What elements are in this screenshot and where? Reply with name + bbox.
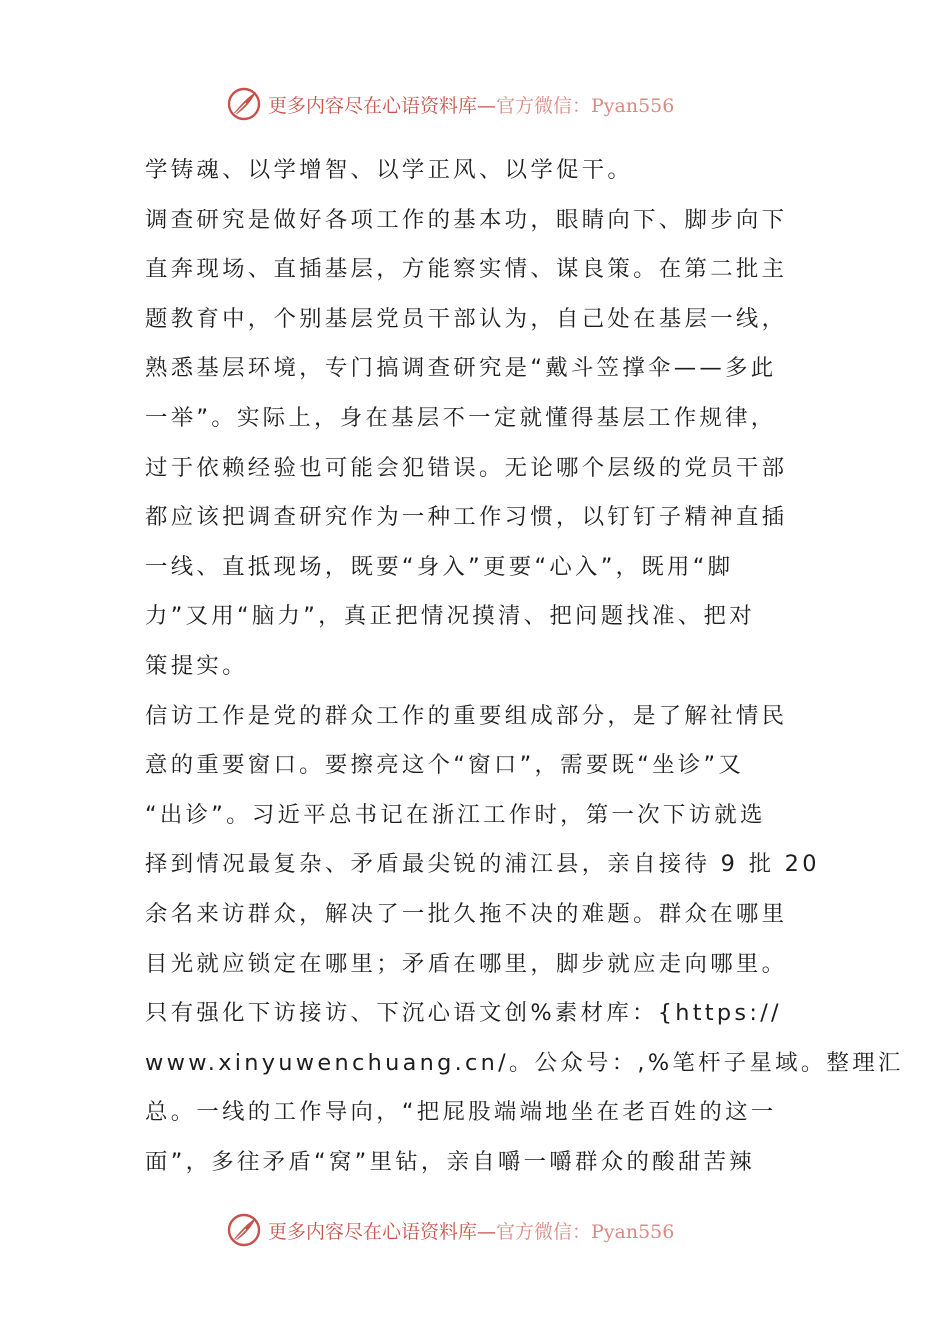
body-line: 一举”。实际上，身在基层不一定就懂得基层工作规律， [145,404,777,431]
footer-banner[interactable] [226,1210,726,1250]
footer-banner-main: 更多内容尽在心语资料库 [268,1220,478,1243]
header-banner[interactable] [226,84,726,124]
article-body [145,146,904,1187]
feather-pen-logo-icon [226,1212,262,1248]
body-line: 熟悉基层环境，专门搞调查研究是“戴斗笠撑伞——多此 [145,355,777,382]
body-line: 总。一线的工作导向，“把屁股端端地坐在老百姓的这一 [145,1099,777,1126]
body-line: 只有强化下访接访、下沉心语文创%素材库：{https:// [145,1000,782,1027]
body-line: 余名来访群众，解决了一批久拖不决的难题。群众在哪里 [145,900,788,927]
feather-pen-logo-icon [226,86,262,122]
body-line: 意的重要窗口。要擦亮这个“窗口”，需要既“坐诊”又 [145,752,745,779]
body-line: 信访工作是党的群众工作的重要组成部分，是了解社情民 [145,702,788,729]
header-banner-dash: — [477,94,497,117]
body-line: 过于依赖经验也可能会犯错误。无论哪个层级的党员干部 [145,454,788,481]
body-line: www.xinyuwenchuang.cn/。公众号：,%笔杆子星域。整理汇 [145,1049,904,1076]
body-line: 直奔现场、直插基层，方能察实情、谋良策。在第二批主 [145,256,788,283]
body-line: 择到情况最复杂、矛盾最尖锐的浦江县，亲自接待 9 批 20 [145,851,820,878]
body-line: 面”，多往矛盾“窝”里钻，亲自嚼一嚼群众的酸甜苦辣 [145,1148,755,1175]
body-line: 一线、直抵现场，既要“身入”更要“心入”，既用“脚 [145,553,734,580]
footer-banner-wechat: 官方微信：Pyan556 [496,1220,675,1243]
header-banner-main: 更多内容尽在心语资料库 [268,94,478,117]
header-banner-text [268,91,674,118]
footer-banner-text [268,1217,674,1244]
footer-banner-dash: — [477,1220,497,1243]
body-line: 调查研究是做好各项工作的基本功，眼睛向下、脚步向下 [145,206,788,233]
body-line: 策提实。 [145,652,248,679]
header-banner-wechat: 官方微信：Pyan556 [496,94,675,117]
body-line: 力”又用“脑力”，真正把情况摸清、把问题找准、把对 [145,603,755,630]
body-line: 都应该把调查研究作为一种工作习惯，以钉钉子精神直插 [145,504,788,531]
body-line: 学铸魂、以学增智、以学正风、以学促干。 [145,157,634,183]
body-line: 题教育中，个别基层党员干部认为，自己处在基层一线， [145,305,788,332]
body-line: “出诊”。习近平总书记在浙江工作时，第一次下访就选 [145,801,766,828]
body-line: 目光就应锁定在哪里；矛盾在哪里，脚步就应走向哪里。 [145,950,788,977]
